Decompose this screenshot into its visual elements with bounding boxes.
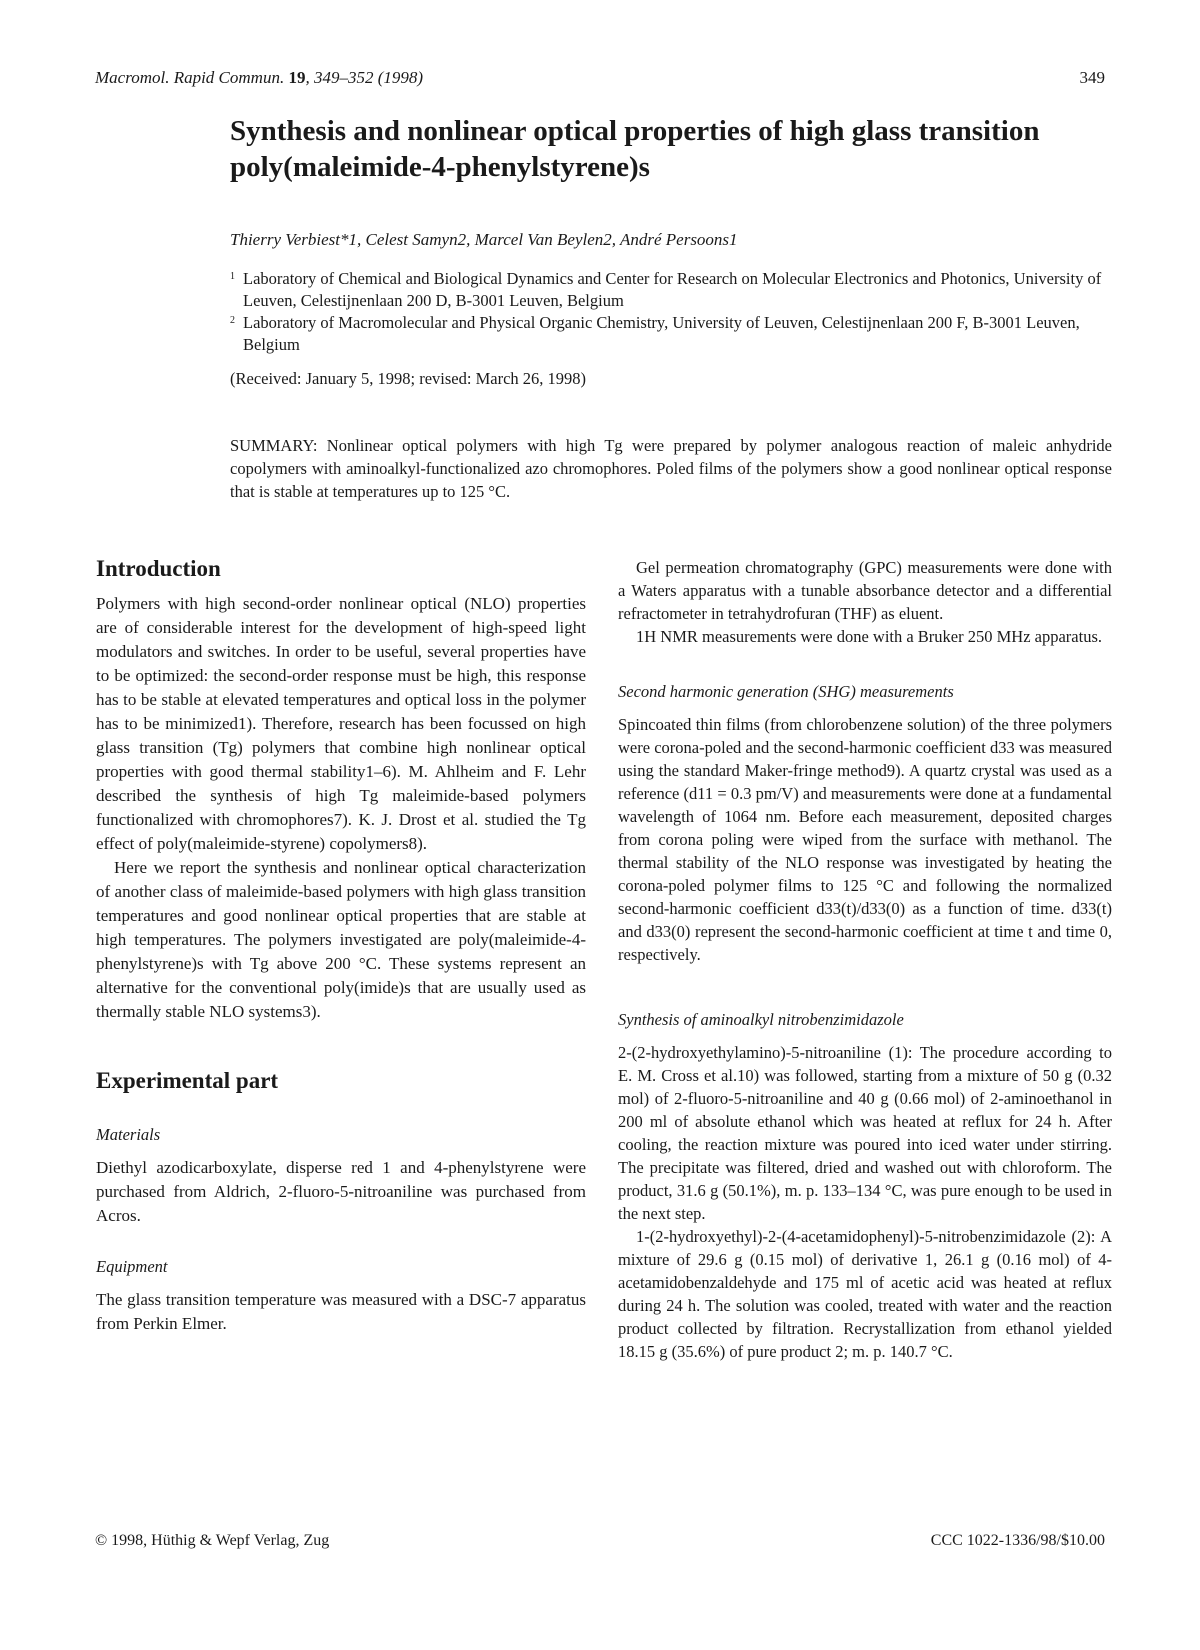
affiliation-text: Laboratory of Macromolecular and Physical Organic Chemistry, University of Leuven, Celestijnenlaan 200 F, B-3001 Leuven, Belgium xyxy=(243,313,1080,354)
received-dates: (Received: January 5, 1998; revised: March 26, 1998) xyxy=(230,369,587,388)
shg-paragraph: Spincoated thin films (from chlorobenzene solution) of the three polymers were corona-poled and the second-harmonic coefficient d33 was measured using the standard Maker-fringe method9). A quartz crystal was used as a reference (d11 = 0.3 pm/V) and measurements were done at a fundamental wavelength of 1064 nm. Before each measurement, deposited charges from corona poling were wiped from the surface with methanol. The thermal stability of the NLO response was investigated by heating the corona-poled polymer films to 125 °C and following the normalized second-harmonic coefficient d33(t)/d33(0) as a function of time. d33(t) and d33(0) represent the second-harmonic coefficient at time t and time 0, respectively. xyxy=(618,715,1112,964)
introduction-heading: Introduction xyxy=(96,556,221,581)
journal-volume: 19 xyxy=(288,68,306,87)
ccc-code-footer: CCC 1022-1336/98/$10.00 xyxy=(930,1532,1105,1549)
equipment-paragraph: The glass transition temperature was measured with a DSC-7 apparatus from Perkin Elmer. xyxy=(96,1290,586,1333)
page-number: 349 xyxy=(1079,68,1105,87)
affiliation-mark: 2 xyxy=(230,315,235,326)
equipment-heading: Equipment xyxy=(96,1257,168,1276)
materials-paragraph: Diethyl azodicarboxylate, disperse red 1 and 4-phenylstyrene were purchased from Aldrich, 2-fluoro-5-nitroaniline was purchased from Acros. xyxy=(96,1158,586,1225)
affiliation-text: Laboratory of Chemical and Biological Dynamics and Center for Research on Molecular Electronics and Photonics, University of Leuven, Celestijnenlaan 200 D, B-3001 Leuven, Belgium xyxy=(243,269,1102,310)
synthesis-heading: Synthesis of aminoalkyl nitrobenzimidazole xyxy=(618,1010,904,1029)
left-column xyxy=(96,554,586,1336)
affiliations xyxy=(230,268,1110,356)
gpc-paragraph: Gel permeation chromatography (GPC) measurements were done with a Waters apparatus with a tunable absorbance detector and a differential refractometer in tetrahydrofuran (THF) as eluent. xyxy=(618,558,1112,623)
synthesis-paragraph-1: 2-(2-hydroxyethylamino)-5-nitroaniline (1): The procedure according to E. M. Cross et al.10) was followed, starting from a mixture of 50 g (0.32 mol) of 2-fluoro-5-nitroaniline and 40 g (0.66 mol) of 2-aminoethanol in 200 ml of absolute ethanol which was heated at reflux for 24 h. After cooling, the reaction mixture was poured into iced water under stirring. The precipitate was filtered, dried and washed out with chloroform. The product, 31.6 g (50.1%), m. p. 133–134 °C, was pure enough to be used in the next step. xyxy=(618,1043,1112,1223)
affiliation-mark: 1 xyxy=(230,271,235,282)
nmr-paragraph: 1H NMR measurements were done with a Bruker 250 MHz apparatus. xyxy=(636,627,1103,646)
running-head xyxy=(95,68,423,88)
summary: SUMMARY: Nonlinear optical polymers with high Tg were prepared by polymer analogous reaction of maleic anhydride copolymers with aminoalkyl-functionalized azo chromophores. Poled films of the polymers show a good nonlinear optical response that is stable at temperatures up to 125 °C. xyxy=(230,436,1112,501)
materials-heading: Materials xyxy=(96,1125,161,1144)
article-title: Synthesis and nonlinear optical properties of high glass transition poly(maleimide-4-phenylstyrene)s xyxy=(230,115,1040,183)
intro-paragraph-2: Here we report the synthesis and nonlinear optical characterization of another class of maleimide-based polymers with high glass transition temperatures and good nonlinear optical properties that are stable at high temperatures. The polymers investigated are poly(maleimide-4-phenylstyrene)s with Tg above 200 °C. These systems represent an alternative for the conventional poly(imide)s that are usually used as thermally stable NLO systems3). xyxy=(96,858,586,1021)
journal-pages: , 349–352 (1998) xyxy=(305,68,424,87)
copyright-footer: © 1998, Hüthig & Wepf Verlag, Zug xyxy=(95,1532,330,1549)
experimental-heading: Experimental part xyxy=(96,1068,279,1093)
authors: Thierry Verbiest*1, Celest Samyn2, Marcel Van Beylen2, André Persoons1 xyxy=(230,230,738,249)
synthesis-paragraph-2: 1-(2-hydroxyethyl)-2-(4-acetamidophenyl)-5-nitrobenzimidazole (2): A mixture of 29.6 g (0.15 mol) of derivative 1, 26.1 g (0.16 mol) of 4-acetamidobenzaldehyde and 175 ml of acetic acid was heated at reflux during 24 h. The solution was cooled, treated with water and the reaction product collected by filtration. Recrystallization from ethanol yielded 18.15 g (35.6%) of pure product 2; m. p. 140.7 °C. xyxy=(618,1227,1112,1361)
journal-name: Macromol. Rapid Commun. xyxy=(95,68,285,87)
right-column xyxy=(618,556,1112,1363)
affiliation xyxy=(230,312,1110,356)
shg-heading: Second harmonic generation (SHG) measurements xyxy=(618,682,954,701)
affiliation xyxy=(230,268,1110,312)
intro-paragraph-1: Polymers with high second-order nonlinear optical (NLO) properties are of considerable interest for the development of high-speed light modulators and switches. In order to be useful, several properties have to be optimized: the second-order response must be high, this response has to be stable at elevated temperatures and optical loss in the polymer has to be minimized1). Therefore, research has been focussed on high glass transition (Tg) polymers that combine high nonlinear optical properties with good thermal stability1–6). M. Ahlheim and F. Lehr described the synthesis of high Tg maleimide-based polymers functionalized with chromophores7). K. J. Drost et al. studied the Tg effect of poly(maleimide-styrene) copolymers8). xyxy=(96,594,586,853)
